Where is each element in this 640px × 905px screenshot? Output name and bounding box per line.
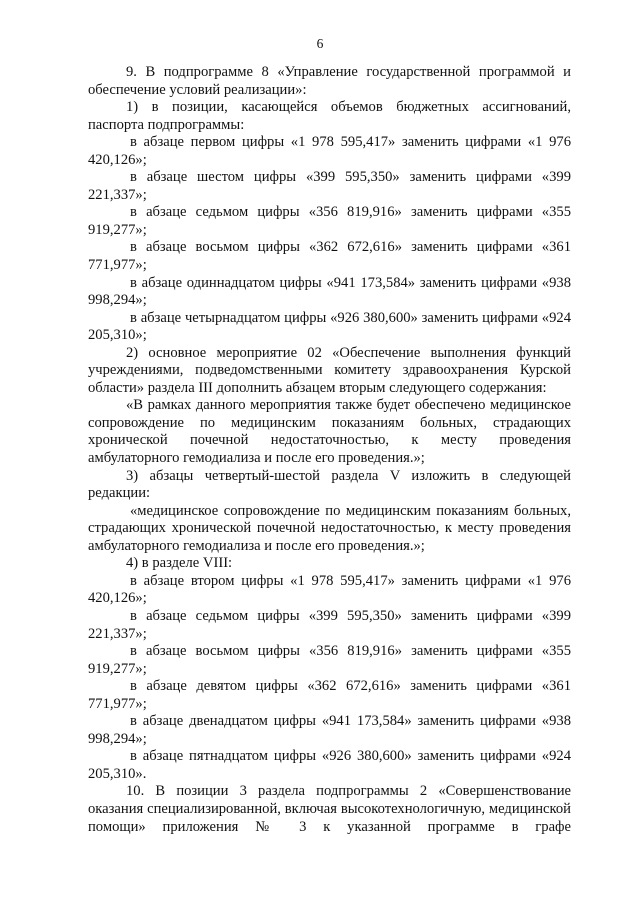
page-number: 6: [316, 36, 324, 51]
paragraph-subitem-3: 3) абзацы четвертый-шестой раздела V изложить в следующей редакции:: [88, 467, 571, 502]
document-body: [88, 64, 571, 836]
paragraph-passport-paragraph-11: в абзаце одиннадцатом цифры «941 173,584» заменить цифрами «938 998,294»;: [88, 274, 571, 309]
paragraph-item-9: 9. В подпрограмме 8 «Управление государственной программой и обеспечение условий реализации»:: [88, 64, 571, 98]
paragraph-passport-paragraph-1: в абзаце первом цифры «1 978 595,417» заменить цифрами «1 976 420,126»;: [88, 134, 571, 168]
paragraph-section8-paragraph-12: в абзаце двенадцатом цифры «941 173,584» заменить цифрами «938 998,294»;: [88, 713, 571, 747]
paragraph-subitem-4: 4) в разделе VIII:: [126, 555, 233, 572]
paragraph-passport-paragraph-7: в абзаце седьмом цифры «356 819,916» заменить цифрами «355 919,277»;: [88, 204, 571, 238]
paragraph-section8-paragraph-15: в абзаце пятнадцатом цифры «926 380,600» заменить цифрами «924 205,310».: [88, 748, 571, 782]
paragraph-passport-paragraph-8: в абзаце восьмом цифры «362 672,616» заменить цифрами «361 771,977»;: [88, 239, 571, 274]
paragraph-quote-1: «В рамках данного мероприятия также будет обеспечено медицинское сопровождение по медицинским показаниям больных, страдающих хронической почечной недостаточностью, к месту проведения амбулаторного гемодиализа и после его проведения.»;: [88, 397, 571, 467]
paragraph-section8-paragraph-9: в абзаце девятом цифры «362 672,616» заменить цифрами «361 771,977»;: [88, 678, 571, 712]
paragraph-passport-paragraph-6: в абзаце шестом цифры «399 595,350» заменить цифрами «399 221,337»;: [88, 169, 571, 203]
paragraph-section8-paragraph-7: в абзаце седьмом цифры «399 595,350» заменить цифрами «399 221,337»;: [88, 607, 571, 642]
paragraph-quote-2: «медицинское сопровождение по медицинским показаниям больных, страдающих хронической почечной недостаточностью, к месту проведения амбулаторного гемодиализа и после его проведения.»;: [88, 502, 571, 554]
paragraph-section8-paragraph-2: в абзаце втором цифры «1 978 595,417» заменить цифрами «1 976 420,126»;: [88, 572, 571, 607]
paragraph-subitem-2: 2) основное мероприятие 02 «Обеспечение выполнения функций учреждениями, подведомственными комитету здравоохранения Курской области» раздела III дополнить абзацем вторым следующего содержания:: [88, 344, 571, 396]
paragraph-passport-paragraph-14: в абзаце четырнадцатом цифры «926 380,600» заменить цифрами «924 205,310»;: [88, 309, 571, 344]
paragraph-subitem-1: 1) в позиции, касающейся объемов бюджетных ассигнований, паспорта подпрограммы:: [88, 99, 571, 133]
paragraph-item-10: 10. В позиции 3 раздела подпрограммы 2 «Совершенствование оказания специализированной, включая высокотехнологичную, медицинской помощи» приложения № 3 к указанной программе в графе: [88, 783, 571, 835]
paragraph-section8-paragraph-8: в абзаце восьмом цифры «356 819,916» заменить цифрами «355 919,277»;: [88, 643, 571, 677]
